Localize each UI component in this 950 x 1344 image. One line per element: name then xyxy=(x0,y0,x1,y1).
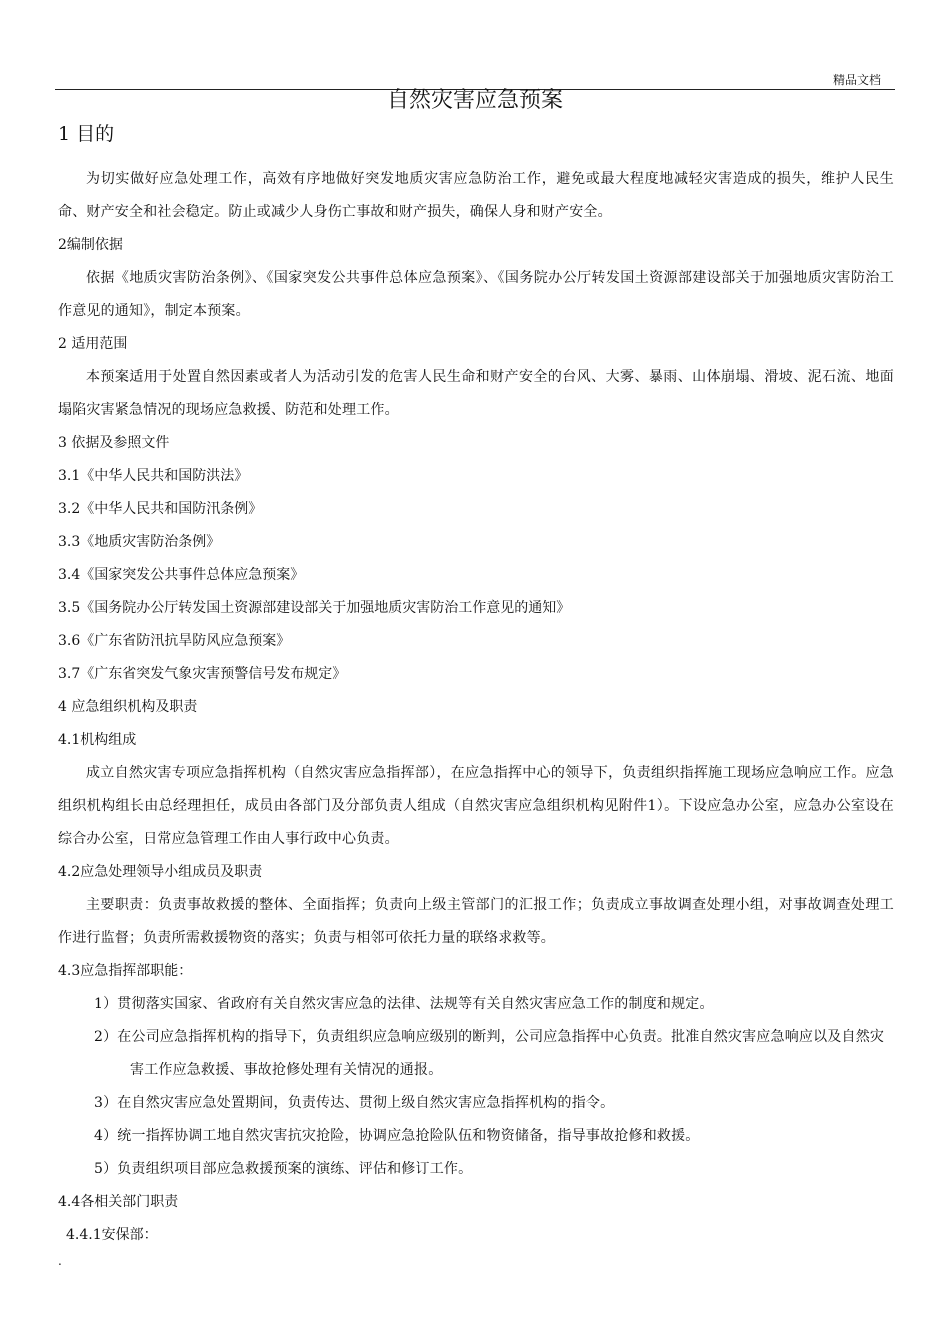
reference-item: 3.1《中华人民共和国防洪法》 xyxy=(58,468,249,484)
paragraph-composition: 成立自然灾害专项应急指挥机构（自然灾害应急指挥部），在应急指挥中心的领导下，负责组织指挥施工现场应急响应工作。应急组织机构组长由总经理担任，成员由各部门及分部负责人组成（自然灾害应急组织机构见附件1）。下设应急办公室，应急办公室设在综合办公室，日常应急管理工作由人事行政中心负责。 xyxy=(58,765,894,847)
document-title: 自然灾害应急预案 xyxy=(386,88,563,113)
reference-item: 3.7《广东省突发气象灾害预警信号发布规定》 xyxy=(58,666,347,682)
section-heading-scope: 2 适用范围 xyxy=(58,336,128,352)
reference-item: 3.6《广东省防汛抗旱防风应急预案》 xyxy=(58,633,291,649)
paragraph-basis: 依据《地质灾害防治条例》、《国家突发公共事件总体应急预案》、《国务院办公厅转发国土资源部建设部关于加强地质灾害防治工作意见的通知》，制定本预案。 xyxy=(58,270,894,319)
subsection-heading-composition: 4.1机构组成 xyxy=(58,732,137,748)
section-heading-purpose: 1 目的 xyxy=(58,123,115,145)
reference-item: 3.2《中华人民共和国防汛条例》 xyxy=(58,501,263,517)
document-body xyxy=(58,120,894,1252)
paragraph-purpose: 为切实做好应急处理工作，高效有序地做好突发地质灾害应急防治工作，避免或最大程度地减轻灾害造成的损失，维护人民生命、财产安全和社会稳定。防止或减少人身伤亡事故和财产损失，确保人身和财产安全。 xyxy=(58,171,894,220)
function-item: 5）负责组织项目部应急救援预案的演练、评估和修订工作。 xyxy=(94,1161,473,1177)
paragraph-leadership: 主要职责：负责事故救援的整体、全面指挥；负责向上级主管部门的汇报工作；负责成立事故调查处理小组，对事故调查处理工作进行监督；负责所需救援物资的落实；负责与相邻可依托力量的联络求救等。 xyxy=(58,897,894,946)
section-heading-organization: 4 应急组织机构及职责 xyxy=(58,699,198,715)
section-heading-basis: 2编制依据 xyxy=(58,237,123,253)
subsection-heading-security: 4.4.1安保部： xyxy=(66,1227,158,1243)
footer-mark: . xyxy=(58,1254,62,1268)
subsection-heading-leadership: 4.2应急处理领导小组成员及职责 xyxy=(58,864,263,880)
function-item: 4）统一指挥协调工地自然灾害抗灾抢险，协调应急抢险队伍和物资储备，指导事故抢修和救援。 xyxy=(94,1128,700,1144)
function-item: 1）贯彻落实国家、省政府有关自然灾害应急的法律、法规等有关自然灾害应急工作的制度和规定。 xyxy=(94,996,714,1012)
function-item: 2）在公司应急指挥机构的指导下，负责组织应急响应级别的断判，公司应急指挥中心负责。批准自然灾害应急响应以及自然灾害工作应急救援、事故抢修处理有关情况的通报。 xyxy=(94,1029,885,1078)
paragraph-scope: 本预案适用于处置自然因素或者人为活动引发的危害人民生命和财产安全的台风、大雾、暴雨、山体崩塌、滑坡、泥石流、地面塌陷灾害紧急情况的现场应急救援、防范和处理工作。 xyxy=(58,369,894,418)
subsection-heading-departments: 4.4各相关部门职责 xyxy=(58,1194,179,1210)
reference-item: 3.5《国务院办公厅转发国土资源部建设部关于加强地质灾害防治工作意见的通知》 xyxy=(58,600,571,616)
subsection-heading-command-functions: 4.3应急指挥部职能： xyxy=(58,963,193,979)
header-mark: 精品文档 xyxy=(833,73,882,87)
reference-item: 3.3《地质灾害防治条例》 xyxy=(58,534,221,550)
section-heading-references: 3 依据及参照文件 xyxy=(58,435,170,451)
reference-item: 3.4《国家突发公共事件总体应急预案》 xyxy=(58,567,305,583)
function-item: 3）在自然灾害应急处置期间，负责传达、贯彻上级自然灾害应急指挥机构的指令。 xyxy=(94,1095,615,1111)
